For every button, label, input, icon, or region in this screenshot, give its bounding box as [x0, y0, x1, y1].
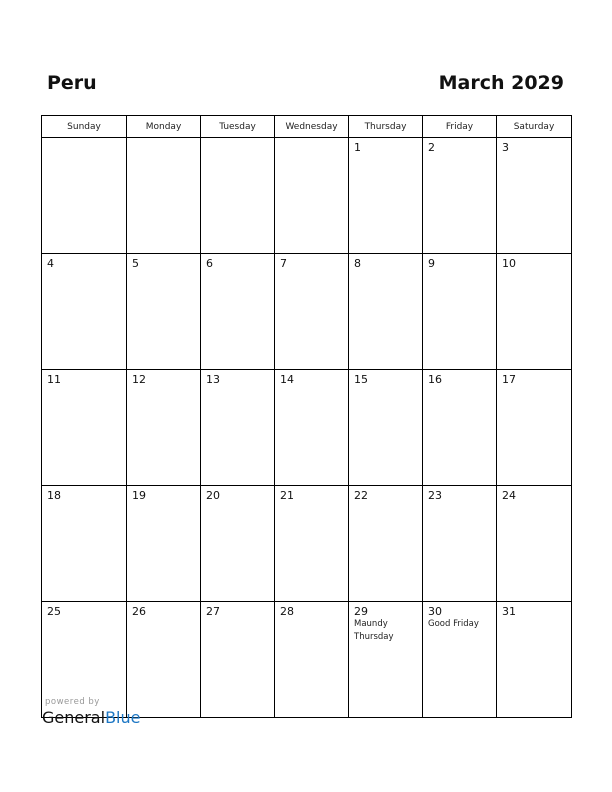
- day-cell: [127, 254, 201, 370]
- day-number: 21: [280, 489, 294, 502]
- logo-general: General: [42, 708, 106, 727]
- weekday-header-thursday: Thursday: [349, 116, 423, 138]
- day-cell: [349, 602, 423, 718]
- day-cell: [423, 254, 497, 370]
- day-number: 30: [428, 605, 442, 618]
- weekday-header-row: [42, 116, 572, 138]
- month-title: March 2029: [438, 72, 564, 94]
- day-number: 20: [206, 489, 220, 502]
- day-number: 13: [206, 373, 220, 386]
- day-number: 15: [354, 373, 368, 386]
- day-cell: [497, 254, 572, 370]
- day-cell: [127, 602, 201, 718]
- day-cell: [201, 370, 275, 486]
- day-cell: [423, 602, 497, 718]
- day-number: 16: [428, 373, 442, 386]
- day-number: 4: [47, 257, 54, 270]
- day-number: 11: [47, 373, 61, 386]
- day-cell: [42, 486, 127, 602]
- day-cell: [201, 602, 275, 718]
- day-cell: [42, 254, 127, 370]
- day-cell: [127, 138, 201, 254]
- day-cell: [42, 370, 127, 486]
- day-number: 28: [280, 605, 294, 618]
- day-cell: [349, 254, 423, 370]
- week-row: [42, 486, 572, 602]
- week-row: [42, 370, 572, 486]
- day-cell: [201, 486, 275, 602]
- day-cell: [497, 138, 572, 254]
- day-number: 9: [428, 257, 435, 270]
- day-number: 27: [206, 605, 220, 618]
- day-number: 31: [502, 605, 516, 618]
- week-row: [42, 254, 572, 370]
- day-cell: [497, 602, 572, 718]
- day-number: 7: [280, 257, 287, 270]
- day-cell: [423, 370, 497, 486]
- day-number: 18: [47, 489, 61, 502]
- day-cell: [275, 254, 349, 370]
- day-number: 26: [132, 605, 146, 618]
- day-cell: [275, 486, 349, 602]
- week-row: [42, 602, 572, 718]
- day-number: 8: [354, 257, 361, 270]
- day-cell: [349, 486, 423, 602]
- day-cell: [423, 138, 497, 254]
- day-number: 29: [354, 605, 368, 618]
- day-number: 22: [354, 489, 368, 502]
- weekday-header-wednesday: Wednesday: [275, 116, 349, 138]
- powered-by-label: powered by: [45, 697, 100, 707]
- day-number: 5: [132, 257, 139, 270]
- day-number: 1: [354, 141, 361, 154]
- day-cell: [497, 486, 572, 602]
- day-number: 14: [280, 373, 294, 386]
- weekday-header-friday: Friday: [423, 116, 497, 138]
- logo-blue: Blue: [105, 708, 141, 727]
- day-number: 23: [428, 489, 442, 502]
- weekday-header-monday: Monday: [127, 116, 201, 138]
- day-number: 6: [206, 257, 213, 270]
- day-cell: [42, 138, 127, 254]
- day-cell: [201, 254, 275, 370]
- holiday-label: Good Friday: [428, 619, 479, 629]
- weekday-header-sunday: Sunday: [42, 116, 127, 138]
- day-cell: [275, 602, 349, 718]
- calendar-grid: [41, 115, 572, 718]
- day-number: 24: [502, 489, 516, 502]
- country-title: Peru: [47, 72, 97, 94]
- day-number: 19: [132, 489, 146, 502]
- day-number: 25: [47, 605, 61, 618]
- day-cell: [127, 370, 201, 486]
- day-cell: [201, 138, 275, 254]
- day-number: 12: [132, 373, 146, 386]
- day-number: 3: [502, 141, 509, 154]
- day-cell: [349, 138, 423, 254]
- day-cell: [349, 370, 423, 486]
- weekday-header-saturday: Saturday: [497, 116, 572, 138]
- weekday-header-tuesday: Tuesday: [201, 116, 275, 138]
- holiday-label: Maundy Thursday: [354, 619, 394, 642]
- day-cell: [423, 486, 497, 602]
- week-row: [42, 138, 572, 254]
- day-cell: [497, 370, 572, 486]
- day-cell: [127, 486, 201, 602]
- generalblue-logo[interactable]: [42, 708, 140, 727]
- day-cell: [275, 370, 349, 486]
- day-number: 17: [502, 373, 516, 386]
- day-number: 2: [428, 141, 435, 154]
- day-cell: [275, 138, 349, 254]
- day-number: 10: [502, 257, 516, 270]
